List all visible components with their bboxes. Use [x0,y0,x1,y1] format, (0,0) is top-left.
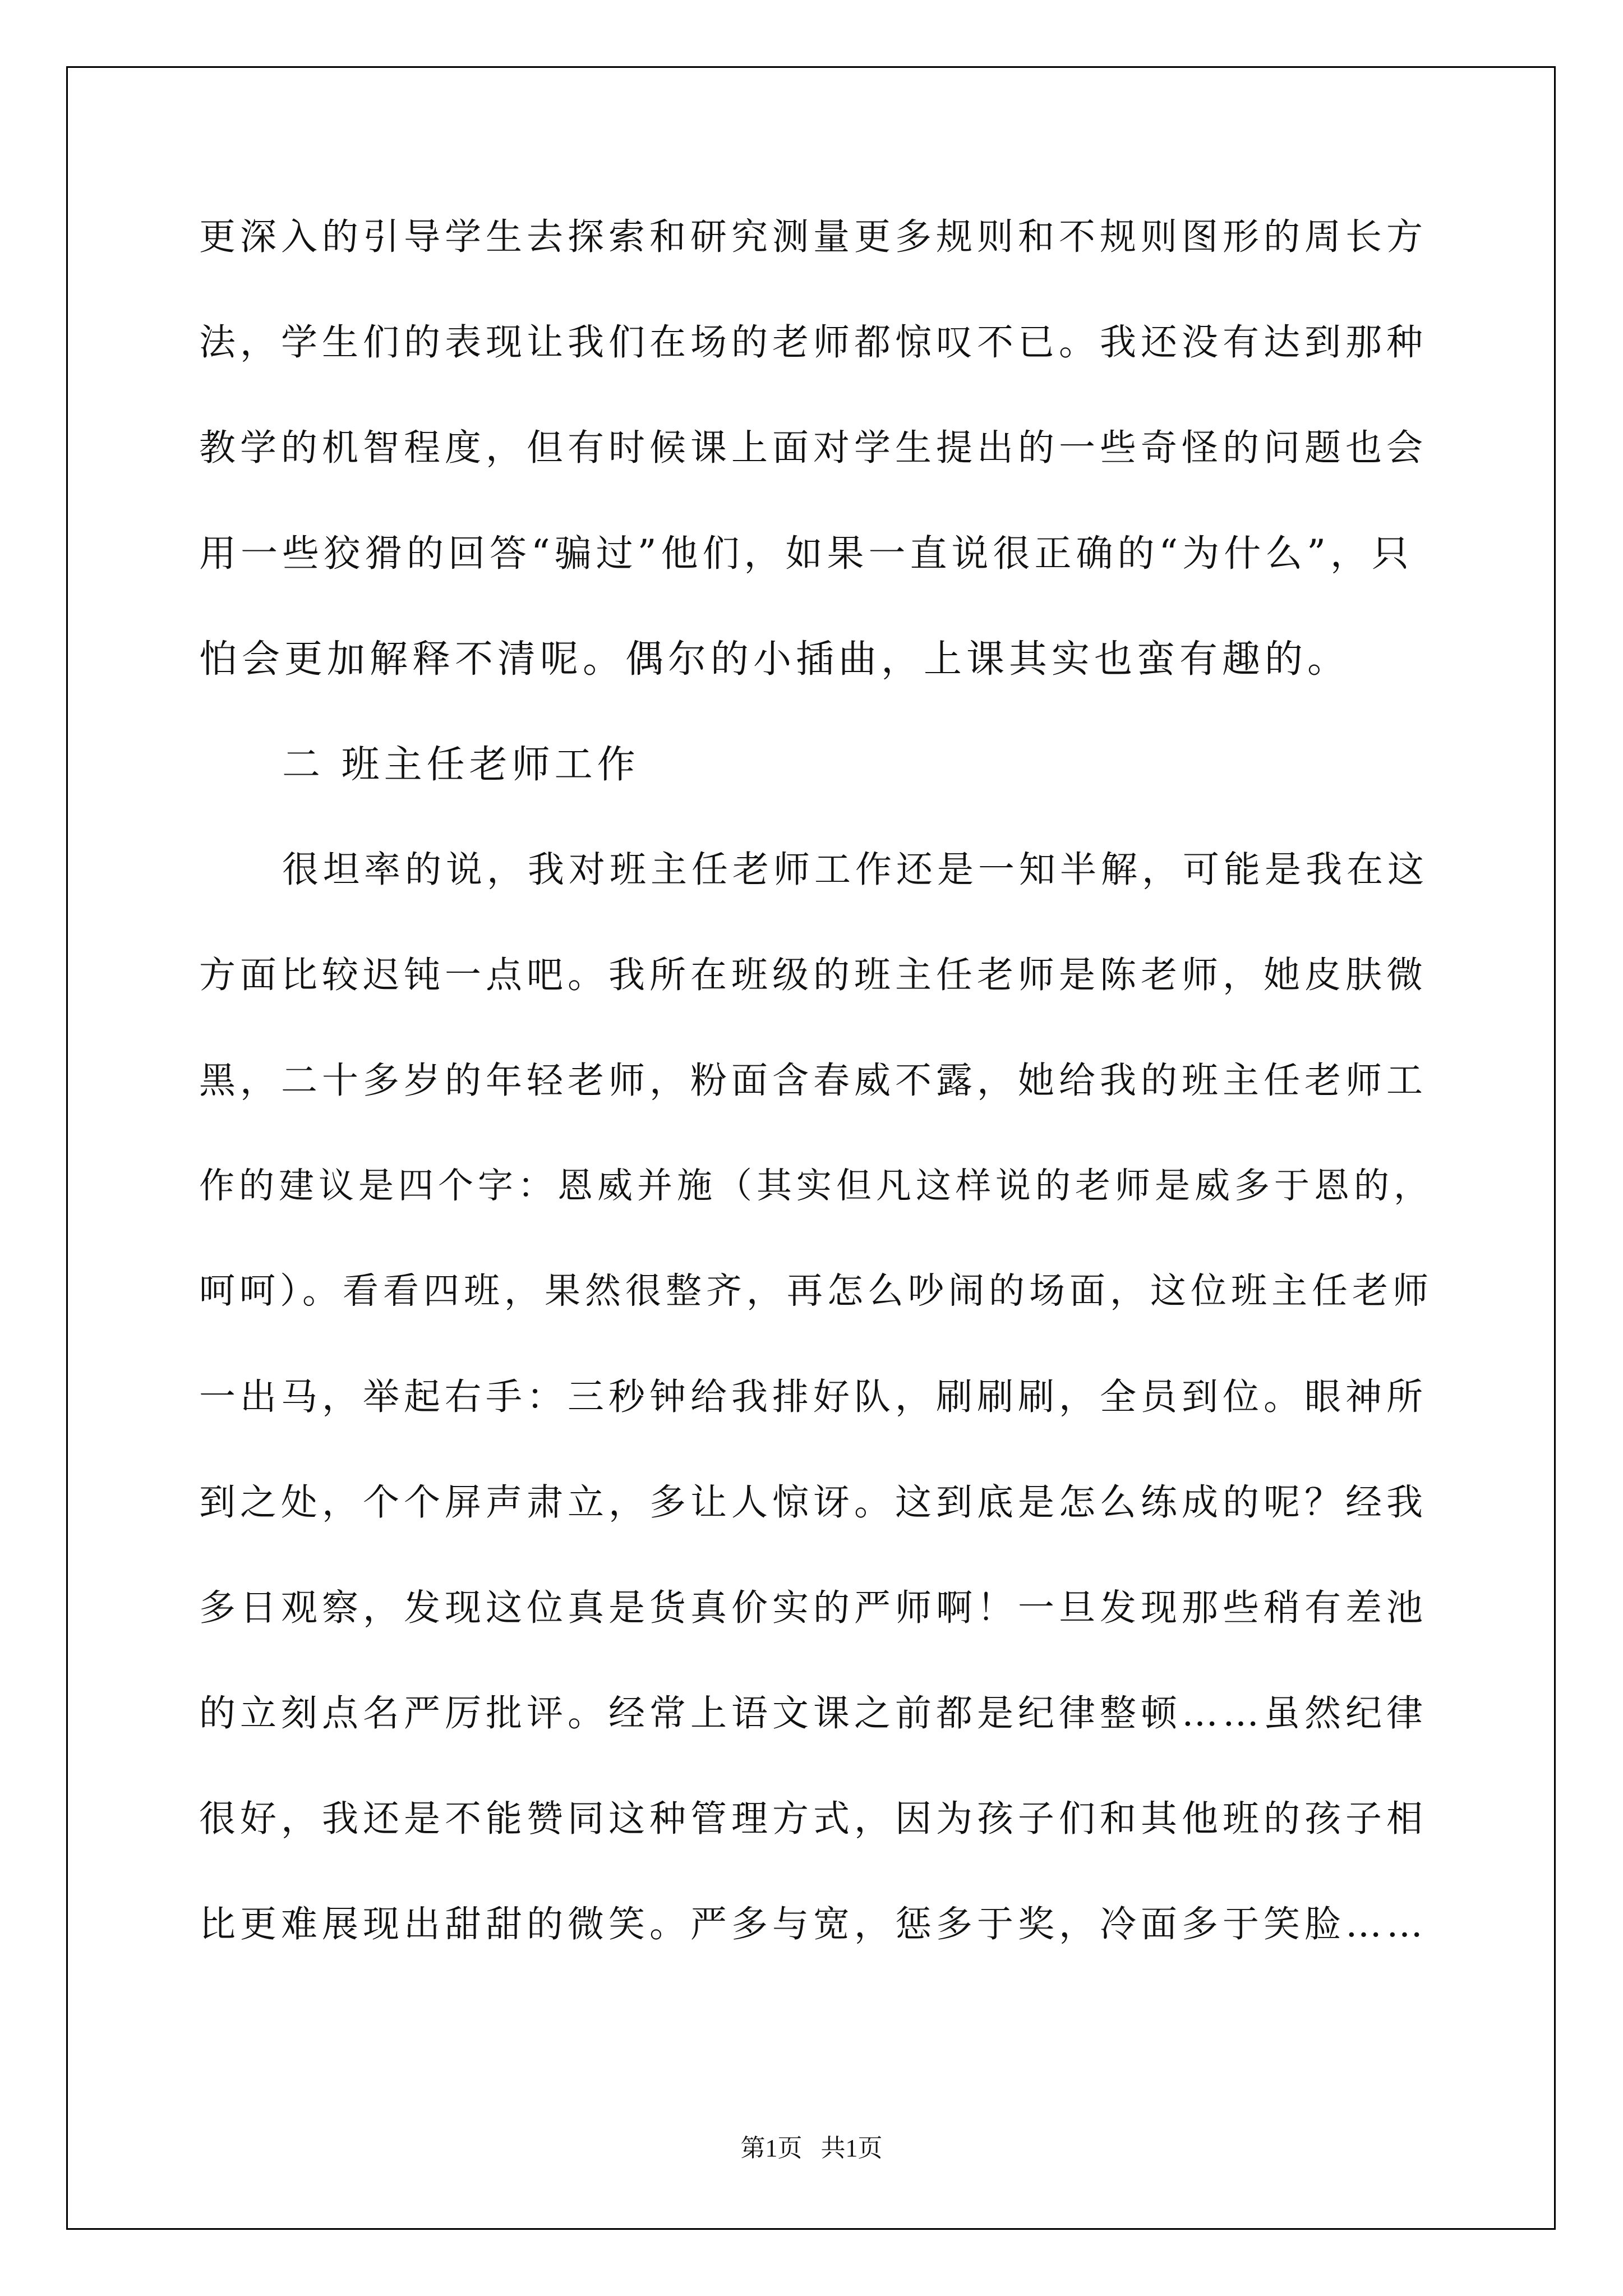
text-line: 更深入的引导学生去探索和研究测量更多规则和不规则图形的周长方 [199,216,1428,258]
text-line: 比更难展现出甜甜的微笑。严多与宽，惩多于奖，冷面多于笑脸…… [199,1903,1428,1945]
text-line: 法，学生们的表现让我们在场的老师都惊叹不已。我还没有达到那种 [199,321,1428,364]
text-line: 黑，二十多岁的年轻老师，粉面含春威不露，她给我的班主任老师工 [199,1060,1428,1102]
text-line: 多日观察，发现这位真是货真价实的严师啊！一旦发现那些稍有差池 [199,1587,1428,1629]
text-line: 教学的机智程度，但有时候课上面对学生提出的一些奇怪的问题也会 [199,427,1428,469]
text-line: 很好，我还是不能赞同这种管理方式，因为孩子们和其他班的孩子相 [199,1798,1428,1840]
text-line: 方面比较迟钝一点吧。我所在班级的班主任老师是陈老师，她皮肤微 [199,954,1428,996]
section-heading: 二 班主任老师工作 [282,743,640,787]
text-line: 呵呵）。看看四班，果然很整齐，再怎么吵闹的场面，这位班主任老师 [199,1271,1433,1312]
text-line: 怕会更加解释不清呢。偶尔的小插曲，上课其实也蛮有趣的。 [199,637,1350,682]
text-line: 的立刻点名严厉批评。经常上语文课之前都是纪律整顿……虽然纪律 [199,1692,1428,1734]
text-line: 到之处，个个屏声肃立，多让人惊讶。这到底是怎么练成的呢？经我 [199,1481,1428,1524]
text-line: 作的建议是四个字：恩威并施（其实但凡这样说的老师是威多于恩的， [199,1165,1433,1206]
text-line: 一出马，举起右手：三秒钟给我排好队，刷刷刷，全员到位。眼神所 [199,1376,1428,1418]
text-line: 用一些狡猾的回答“骗过”他们，如果一直说很正确的“为什么”，只 [199,532,1413,575]
page-number-footer: 第1页 共1页 [740,2134,883,2162]
text-line: 很坦率的说，我对班主任老师工作还是一知半解，可能是我在这 [282,849,1429,891]
